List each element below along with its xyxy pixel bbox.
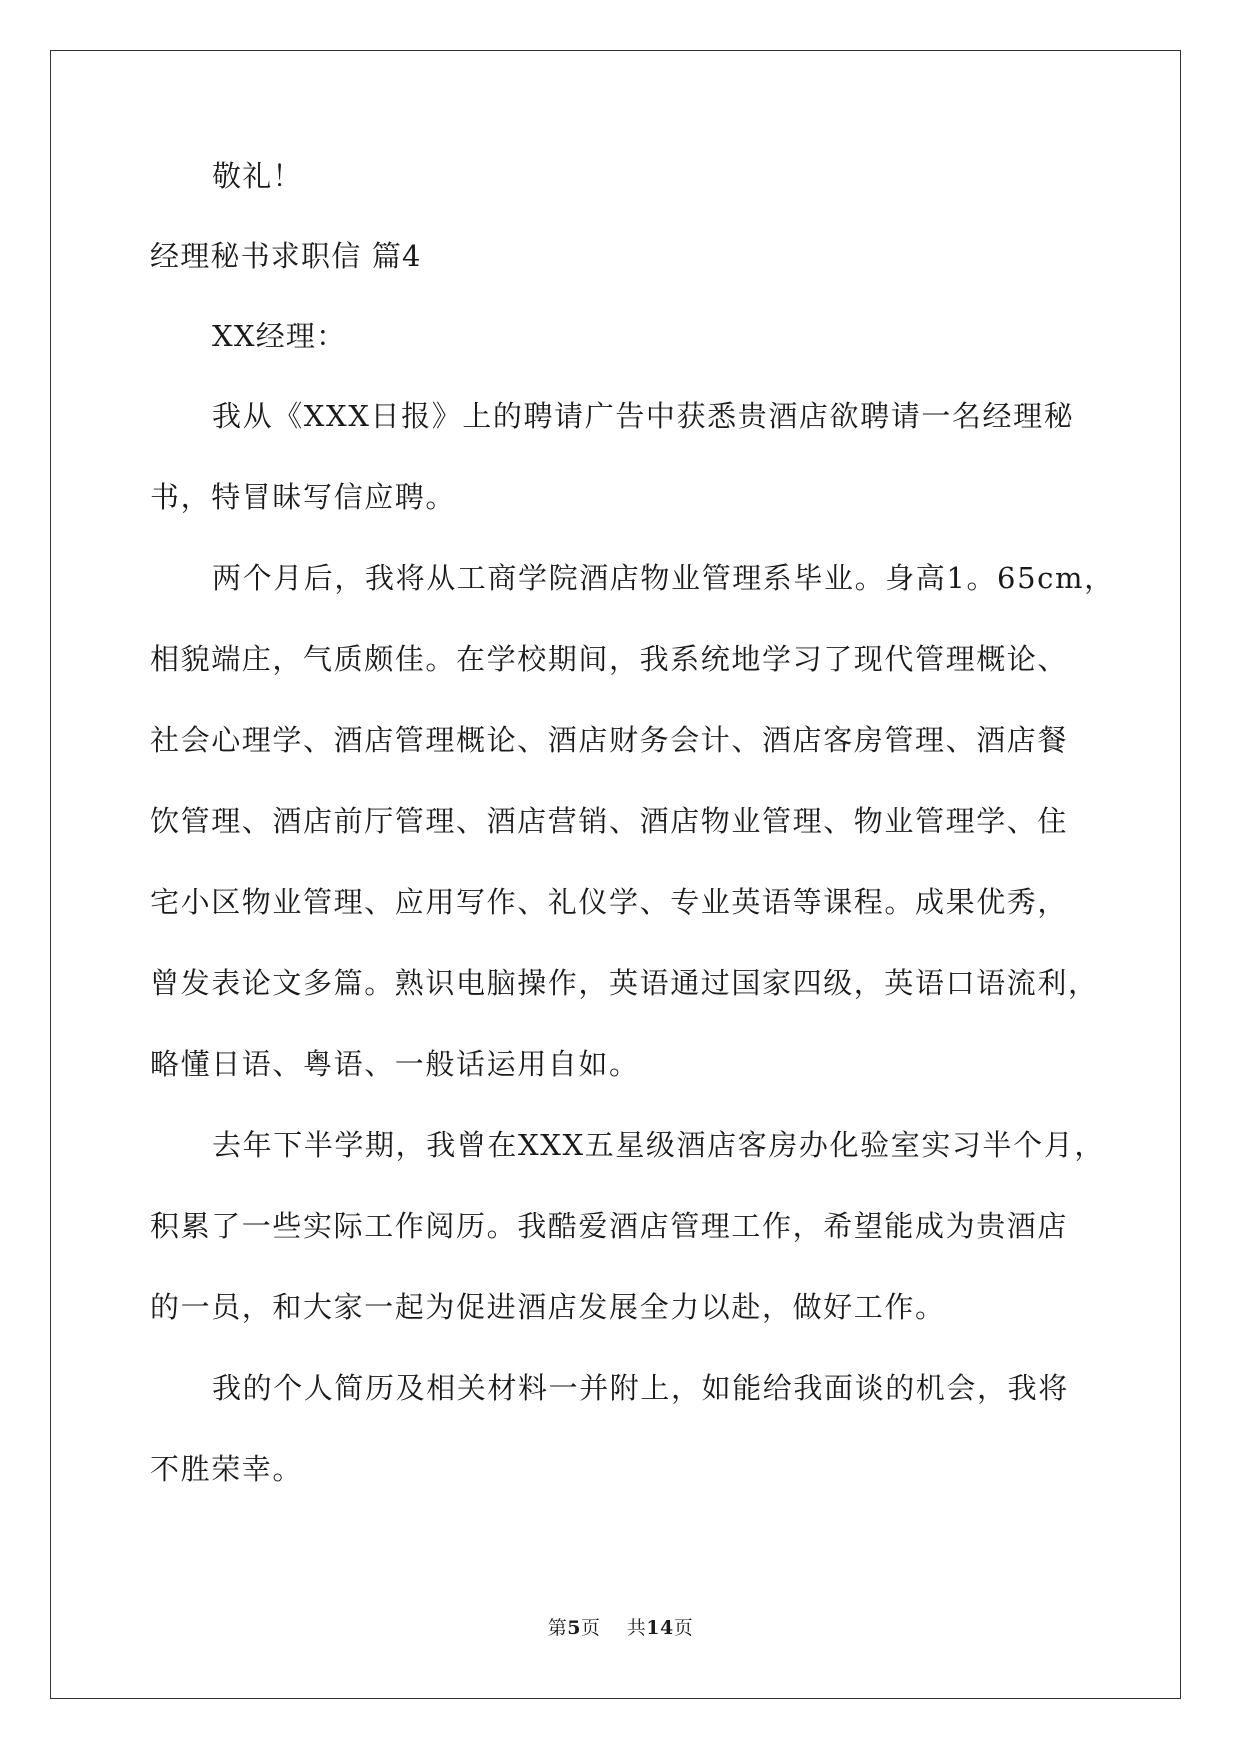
paragraph-line: 略懂日语、粤语、一般话运用自如。 <box>150 1047 640 1081</box>
paragraph-line: 曾发表论文多篇。熟识电脑操作，英语通过国家四级，英语口语流利， <box>150 966 1099 1000</box>
paragraph-1 <box>150 400 1086 513</box>
paragraph-line: 宅小区物业管理、应用写作、礼仪学、专业英语等课程。成果优秀， <box>150 885 1069 919</box>
paragraph-4 <box>150 1372 1086 1485</box>
salutation: XX经理： <box>212 319 347 353</box>
paragraph-line: 积累了一些实际工作阅历。我酷爱酒店管理工作，希望能成为贵酒店 <box>150 1209 1069 1243</box>
paragraph-line: 我从《XXX日报》上的聘请广告中获悉贵酒店欲聘请一名经理秘 <box>212 399 1075 433</box>
paragraph-line: 的一员，和大家一起为促进酒店发展全力以赴，做好工作。 <box>150 1290 946 1324</box>
paragraph-2 <box>150 561 1115 1081</box>
footer-prefix: 第 <box>547 1617 568 1639</box>
paragraph-line: 去年下半学期，我曾在XXX五星级酒店客房办化验室实习半个月， <box>212 1128 1105 1162</box>
paragraph-line: 相貌端庄，气质颇佳。在学校期间，我系统地学习了现代管理概论、 <box>150 642 1069 676</box>
paragraph-line: 两个月后，我将从工商学院酒店物业管理系毕业。身高1。65cm， <box>212 561 1115 595</box>
paragraph-line: 我的个人简历及相关材料一并附上，如能给我面谈的机会，我将 <box>212 1371 1069 1405</box>
footer-total-pages: 14 <box>646 1617 674 1639</box>
page-footer <box>0 1617 1241 1639</box>
paragraph-line: 不胜荣幸。 <box>150 1452 304 1486</box>
footer-total-prefix: 共 <box>626 1617 647 1639</box>
paragraph-line: 饮管理、酒店前厅管理、酒店营销、酒店物业管理、物业管理学、住 <box>150 804 1069 838</box>
section-title: 经理秘书求职信 篇4 <box>150 239 422 273</box>
closing-line: 敬礼！ <box>212 159 303 193</box>
footer-page-unit: 页 <box>581 1617 601 1639</box>
footer-total-unit: 页 <box>673 1617 694 1639</box>
document-body <box>150 159 1115 1534</box>
paragraph-line: 书，特冒昧写信应聘。 <box>150 480 457 514</box>
paragraph-3 <box>150 1128 1105 1324</box>
paragraph-line: 社会心理学、酒店管理概论、酒店财务会计、酒店客房管理、酒店餐 <box>150 723 1069 757</box>
footer-current-page: 5 <box>567 1617 582 1639</box>
